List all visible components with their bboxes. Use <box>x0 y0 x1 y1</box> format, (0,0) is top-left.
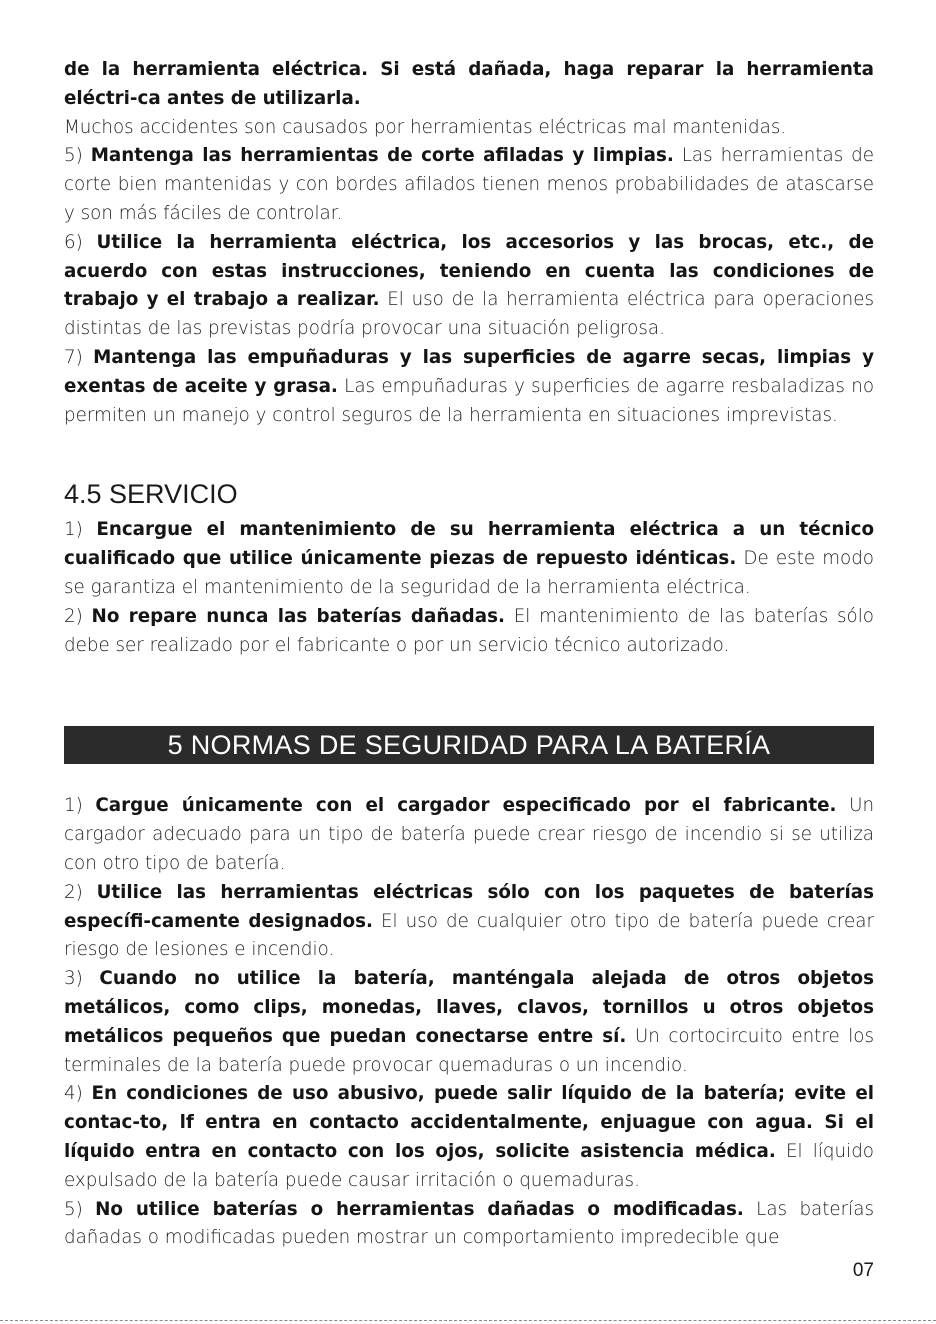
body-text: De este modo se garantiza el mantenimiento de la seguridad de la herramienta eléctrica. <box>64 548 874 598</box>
bold-statement: de la herramienta eléctrica. Si está dañada, haga reparar la herramienta eléctri-ca antes de utilizarla. <box>64 59 874 109</box>
list-item-7 <box>64 344 874 430</box>
body-text: Las baterías dañadas o modificadas pueden mostrar un comportamiento impredecible que <box>64 1198 874 1249</box>
paragraph-explanation <box>64 114 874 143</box>
battery-item-5 <box>64 1196 874 1254</box>
item-number: 6) <box>64 231 83 253</box>
body-text: El mantenimiento de las baterías sólo debe ser realizado por el fabricante o por un servicio técnico autorizado. <box>64 605 874 656</box>
page-number: 07 <box>852 1260 874 1281</box>
item-number: 1) <box>64 519 83 541</box>
body-text: Muchos accidentes son causados por herramientas eléctricas mal mantenidas. <box>64 116 787 138</box>
body-text: Un cargador adecuado para un tipo de batería puede crear riesgo de incendio si se utiliza con otro tipo de batería. <box>64 795 875 874</box>
battery-item-1 <box>64 792 874 878</box>
item-number: 5) <box>64 1198 83 1220</box>
item-number: 1) <box>64 795 83 817</box>
body-text: El líquido expulsado de la batería puede causar irritación o quemaduras. <box>64 1140 874 1191</box>
bold-statement: No utilice baterías o herramientas dañadas o modificadas. <box>95 1198 744 1220</box>
bold-statement: Cargue únicamente con el cargador especificado por el fabricante. <box>95 795 837 817</box>
item-number: 2) <box>64 605 83 627</box>
service-item-2 <box>64 603 874 661</box>
document-page <box>64 56 874 1253</box>
bold-statement: Utilice las herramientas eléctricas sólo con los paquetes de baterías específi-camente designados. <box>64 881 875 932</box>
bold-statement: Utilice la herramienta eléctrica, los accesorios y las brocas, etc., de acuerdo con estas instrucciones, teniendo en cuenta las condiciones de trabajo y el trabajo a realizar. <box>64 231 874 311</box>
battery-item-3 <box>64 965 874 1080</box>
bold-statement: Encargue el mantenimiento de su herramienta eléctrica a un técnico cualificado que utilice únicamente piezas de repuesto idénticas. <box>64 519 875 570</box>
battery-item-2 <box>64 879 874 965</box>
item-number: 4) <box>64 1083 83 1105</box>
list-item-5 <box>64 142 874 228</box>
item-number: 5) <box>64 145 83 167</box>
banner-title: 5 NORMAS DE SEGURIDAD PARA LA BATERÍA <box>167 729 771 760</box>
bold-statement: En condiciones de uso abusivo, puede salir líquido de la batería; evite el contac-to, lf entra en contacto accidentalmente, enjuague con agua. Si el líquido entra en contacto con los ojos, solicite asistencia médica. <box>64 1083 875 1162</box>
body-text: El uso de cualquier otro tipo de batería puede crear riesgo de lesiones e incendio. <box>64 910 875 961</box>
item-number: 3) <box>64 968 83 990</box>
bold-statement: Cuando no utilice la batería, manténgala alejada de otros objetos metálicos, como clips, monedas, llaves, clavos, tornillos u otros objetos metálicos pequeños que puedan conectarse entre sí. <box>64 968 874 1047</box>
bold-statement: No repare nunca las baterías dañadas. <box>91 605 505 627</box>
bold-statement: Mantenga las empuñaduras y las superficies de agarre secas, limpias y exentas de aceite y grasa. <box>64 346 874 397</box>
body-text: Las herramientas de corte bien mantenidas y con bordes afilados tienen menos probabilidades de atascarse y son más fáciles de controlar. <box>64 145 875 224</box>
service-item-1 <box>64 516 874 602</box>
bold-statement: Mantenga las herramientas de corte afiladas y limpias. <box>90 145 674 167</box>
item-number: 7) <box>64 346 83 368</box>
section-heading-servicio: 4.5 SERVICIO <box>64 479 238 510</box>
section-banner <box>64 726 874 764</box>
body-text: Las empuñaduras y superficies de agarre resbaladizas no permiten un manejo y control seguros de la herramienta en situaciones imprevistas. <box>64 375 875 426</box>
list-item-6 <box>64 229 874 344</box>
page-bottom-divider <box>0 1320 936 1321</box>
item-number: 2) <box>64 881 83 903</box>
battery-item-4 <box>64 1080 874 1195</box>
body-text: Un cortocircuito entre los terminales de la batería puede provocar quemaduras o un incendio. <box>64 1025 874 1076</box>
paragraph-continuation <box>64 56 874 114</box>
body-text: El uso de la herramienta eléctrica para operaciones distintas de las previstas podría provocar una situación peligrosa. <box>64 289 875 340</box>
